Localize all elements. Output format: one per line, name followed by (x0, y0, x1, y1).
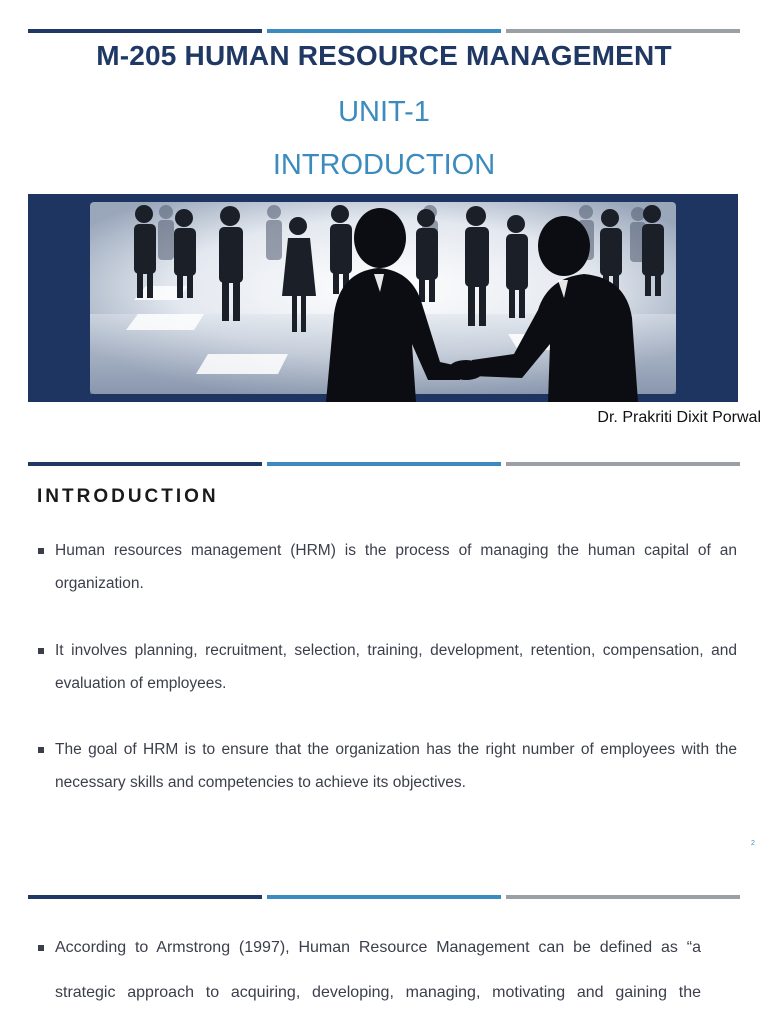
business-handshake-image (28, 194, 738, 402)
bullet-item: According to Armstrong (1997), Human Resource Management can be defined as “a strategic approach to acquiring, developing, managing, motivating and gaining the (37, 925, 701, 1015)
author-name: Dr. Prakriti Dixit Porwal (597, 409, 761, 426)
divider-segment-blue (267, 29, 501, 33)
unit-label: UNIT-1 (338, 96, 430, 128)
top-divider (28, 29, 740, 33)
divider-segment-gray (506, 462, 740, 466)
divider-segment-gray (506, 895, 740, 899)
slide3-divider (28, 895, 740, 899)
bullet-item: Human resources management (HRM) is the process of managing the human capital of an organization. (37, 534, 737, 600)
topic-title: INTRODUCTION (272, 149, 496, 181)
bullet-item: It involves planning, recruitment, selection, training, development, retention, compensation, and evaluation of employees. (37, 634, 737, 700)
bullet-list (37, 733, 737, 799)
course-title: M-205 HUMAN RESOURCE MANAGEMENT (96, 40, 672, 71)
divider-segment-blue (267, 895, 501, 899)
bullet-list (37, 534, 737, 600)
bullet-list (37, 634, 737, 700)
section-heading: INTRODUCTION (37, 486, 219, 507)
divider-segment-blue (267, 462, 501, 466)
divider-segment-navy (28, 462, 262, 466)
bullet-list (37, 925, 701, 1015)
slide2-divider (28, 462, 740, 466)
page-number: 2 (751, 840, 755, 847)
divider-segment-gray (506, 29, 740, 33)
handshake-illustration (28, 194, 738, 402)
divider-segment-navy (28, 29, 262, 33)
divider-segment-navy (28, 895, 262, 899)
bullet-item: The goal of HRM is to ensure that the organization has the right number of employees with the necessary skills and competencies to achieve its objectives. (37, 733, 737, 799)
